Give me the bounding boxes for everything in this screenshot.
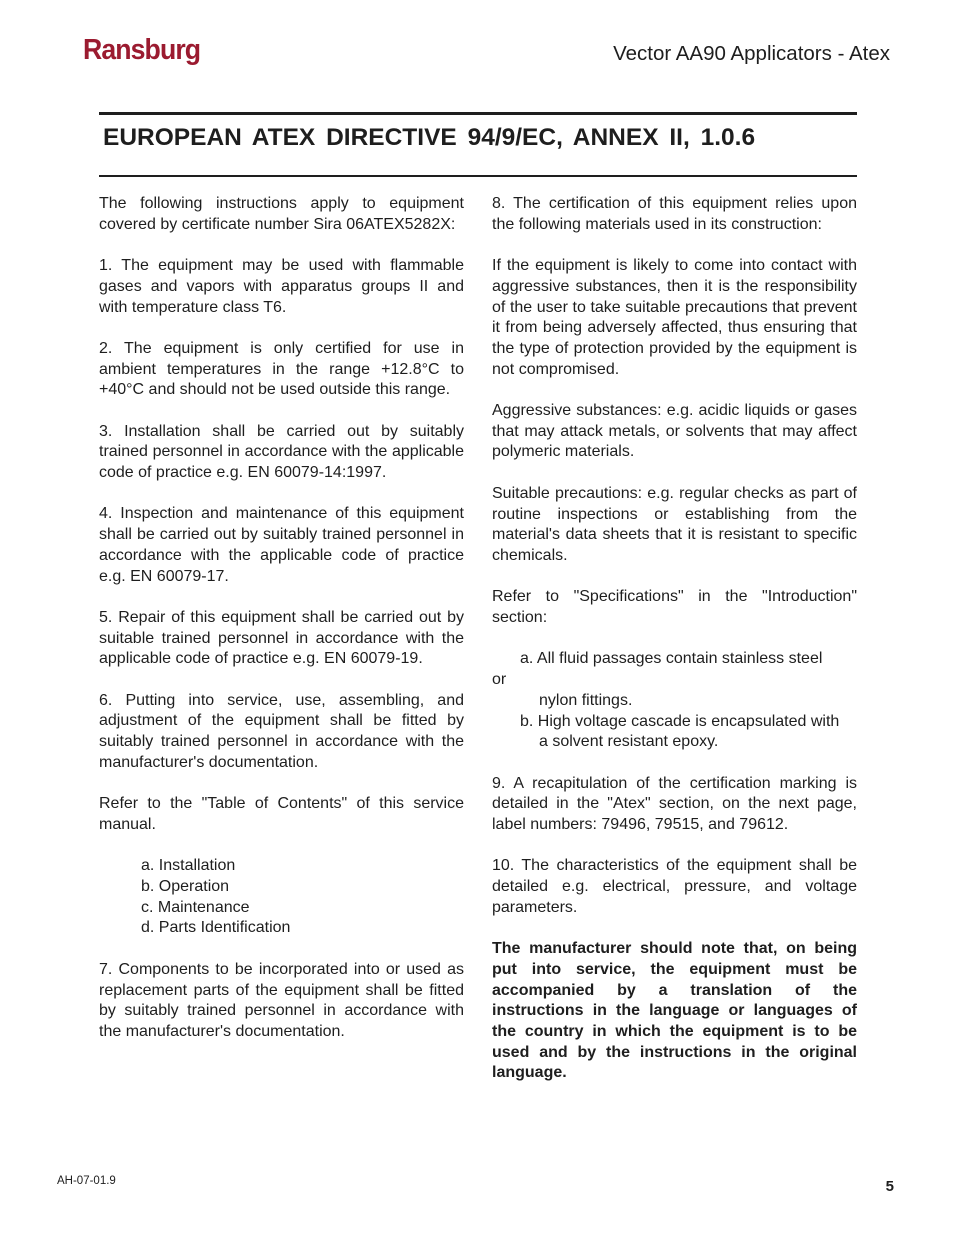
brand-logo: Ransburg [83, 34, 201, 66]
instruction-item-7: 7. Components to be incorporated into or used as replacement parts of the equipment shall be fitted by suitably trained personnel in accordance with the manufacturer's documentation. [99, 960, 464, 1040]
intro-paragraph: The following instructions apply to equipment covered by certificate number Sira 06ATEX5282X: [99, 195, 464, 233]
instruction-item-1: 1. The equipment may be used with flammable gases and vapors with apparatus groups II and with temperature class T6. [99, 257, 464, 316]
heading-top-rule [99, 112, 857, 115]
instruction-item-9: 9. A recapitulation of the certification marking is detailed in the "Atex" section, on the next page, label numbers: 79496, 79515, and 79612. [492, 774, 857, 833]
suitable-precautions-definition: Suitable precautions: e.g. regular checks as part of routine inspections or establishing from the material's data sheets that it is resistant to specific chemicals. [492, 484, 857, 564]
spec-item-a-continuation: nylon fittings. [539, 691, 633, 709]
instruction-item-10: 10. The characteristics of the equipment shall be detailed e.g. electrical, pressure, and voltage parameters. [492, 857, 857, 916]
document-title: Vector AA90 Applicators - Atex [613, 42, 890, 65]
instruction-item-8: 8. The certification of this equipment relies upon the following materials used in its construction: [492, 195, 857, 233]
heading-bottom-rule [99, 175, 857, 177]
spec-item-b: b. High voltage cascade is encapsulated with [520, 712, 840, 730]
toc-list-item: a. Installation [141, 857, 236, 875]
instruction-item-2: 2. The equipment is only certified for use in ambient temperatures in the range +12.8°C to +40°C and should not be used outside this range. [99, 339, 464, 399]
spec-item-a: a. All fluid passages contain stainless steel [520, 650, 823, 668]
refer-toc-paragraph: Refer to the "Table of Contents" of this service manual. [99, 795, 464, 833]
section-heading: EUROPEAN ATEX DIRECTIVE 94/9/EC, ANNEX II, 1.0.6 [103, 124, 756, 151]
instruction-item-4: 4. Inspection and maintenance of this equipment shall be carried out by suitably trained personnel in accordance with the applicable code of practice e.g. EN 60079-17. [99, 505, 464, 585]
instruction-item-5: 5. Repair of this equipment shall be carried out by suitable trained personnel in accordance with the applicable code of practice e.g. EN 60079-19. [99, 608, 464, 668]
toc-list-item: c. Maintenance [141, 898, 250, 916]
instruction-item-6: 6. Putting into service, use, assembling, and adjustment of the equipment shall be fitted by suitably trained personnel in accordance with the manufacturer's documentation. [99, 691, 464, 771]
aggressive-substances-paragraph: If the equipment is likely to come into contact with aggressive substances, then it is the responsibility of the user to take suitable precautions that prevent it from being adversely affected, thus ensuring that the type of protection provided by the equipment is not compromised. [492, 257, 857, 378]
spec-item-b-continuation: a solvent resistant epoxy. [539, 733, 719, 751]
document-code: AH-07-01.9 [57, 1175, 116, 1187]
refer-specifications-paragraph: Refer to "Specifications" in the "Introduction" section: [492, 588, 857, 626]
page-number: 5 [885, 1178, 894, 1195]
aggressive-substances-definition: Aggressive substances: e.g. acidic liquids or gases that may attack metals, or solvents that may affect polymeric materials. [492, 402, 857, 461]
spec-item-a-or: or [492, 671, 507, 689]
left-column [99, 194, 464, 1063]
right-column [492, 194, 857, 1105]
toc-list-item: d. Parts Identification [141, 919, 291, 937]
manufacturer-note: The manufacturer should note that, on being put into service, the equipment must be accompanied by a translation of the instructions in the language or languages of the country in which the equipment is to be used and by the instructions in the original language. [492, 940, 857, 1082]
instruction-item-3: 3. Installation shall be carried out by suitably trained personnel in accordance with the applicable code of practice e.g. EN 60079-14:1997. [99, 422, 464, 482]
toc-list-item: b. Operation [141, 878, 230, 896]
